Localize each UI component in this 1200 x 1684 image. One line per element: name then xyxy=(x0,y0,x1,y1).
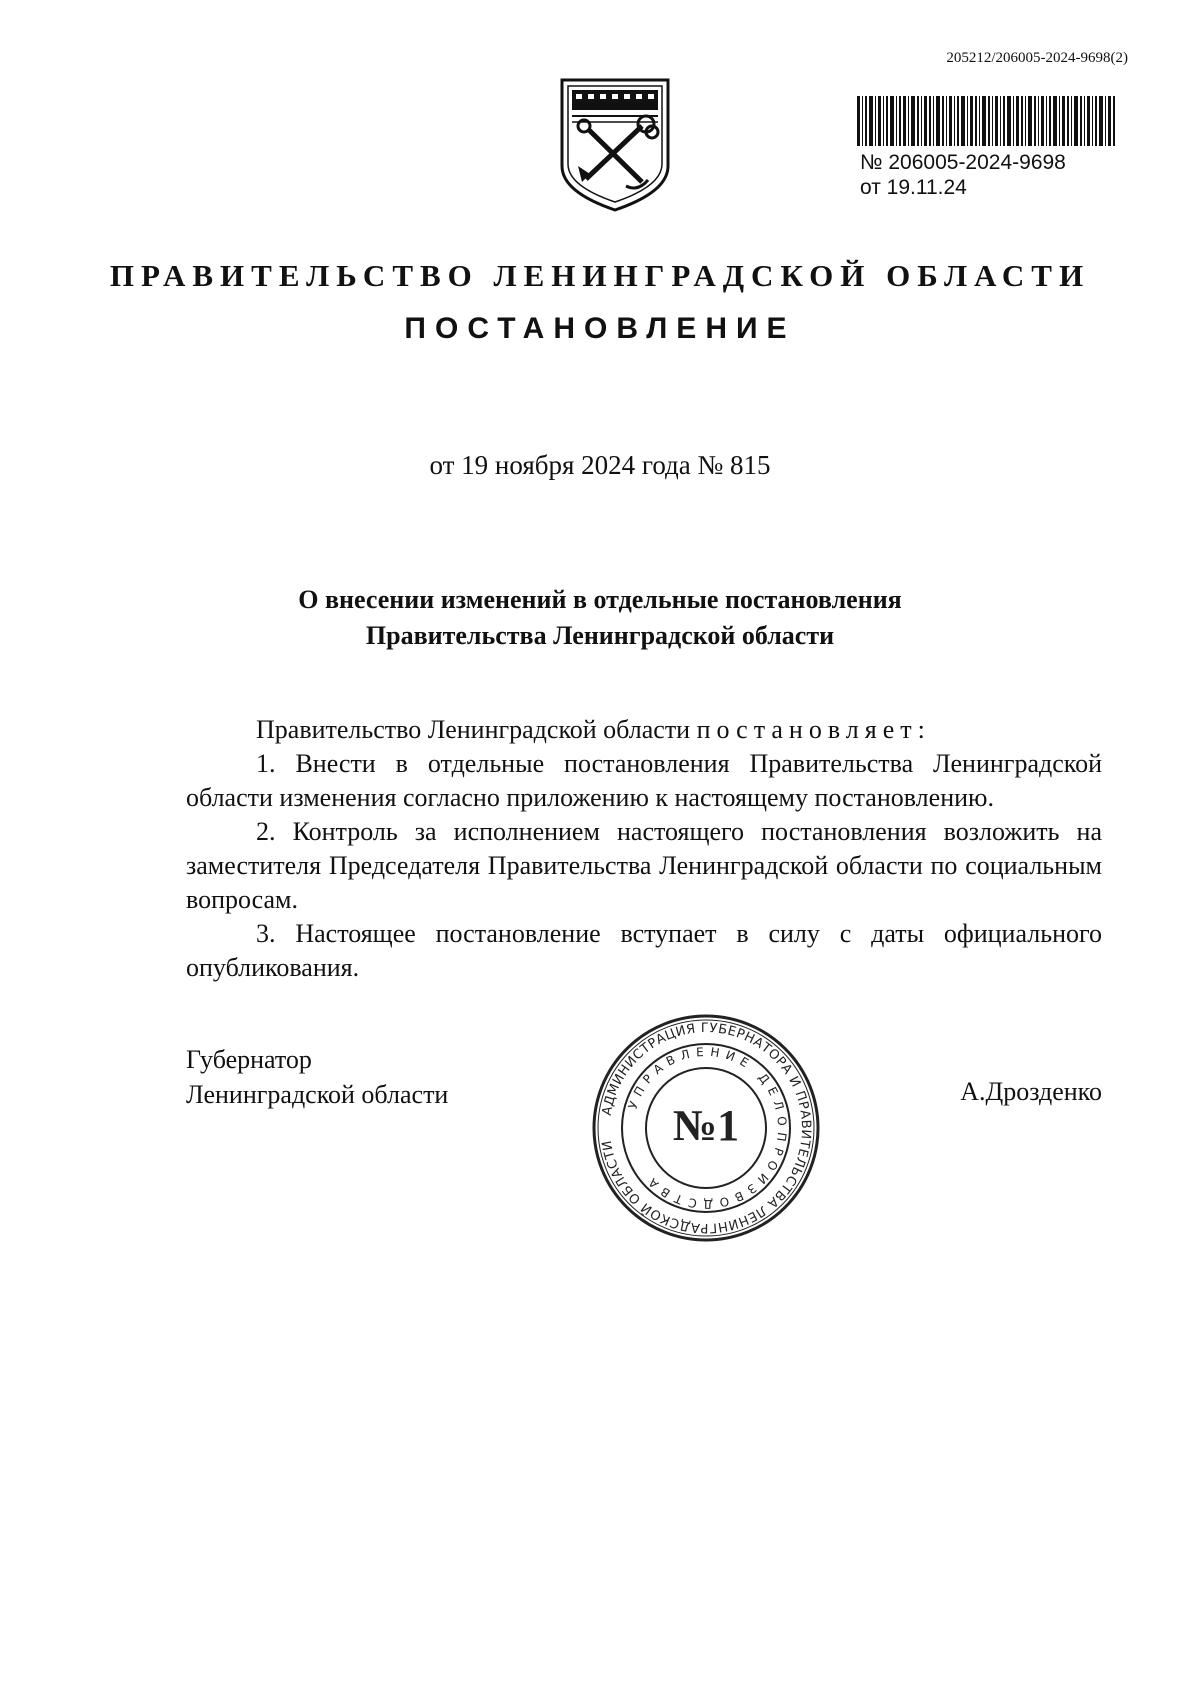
document-subject xyxy=(0,582,1200,654)
body-item-1: 1. Внести в отдельные постановления Правительства Ленинградской области изменения согласно приложению к настоящему постановлению. xyxy=(186,749,1102,812)
body-item-2: 2. Контроль за исполнением настоящего постановления возложить на заместителя Председателя Правительства Ленинградской области по социальным вопросам. xyxy=(186,817,1102,914)
stamp-inner-text: УПРАВЛЕНИЕ ДЕЛОПРОИЗВОДСТВА xyxy=(625,1044,790,1212)
signer-position-line-2: Ленинградской области xyxy=(186,1080,449,1109)
registration-date: от 19.11.24 xyxy=(860,176,967,199)
official-round-stamp-icon xyxy=(590,1012,822,1244)
body-item-3: 3. Настоящее постановление вступает в силу с даты официального опубликования. xyxy=(186,919,1102,982)
body-intro-subject: Правительство Ленинградской области xyxy=(256,715,691,744)
registration-number: № 206005-2024-9698 xyxy=(860,151,1066,174)
document-type: ПОСТАНОВЛЕНИЕ xyxy=(404,312,796,345)
stamp-outer-text: АДМИНИСТРАЦИЯ ГУБЕРНАТОРА И ПРАВИТЕЛЬСТВА ЛЕНИНГРАДСКОЙ ОБЛАСТИ xyxy=(599,1020,814,1236)
document-id: 205212/206005-2024-9698(2) xyxy=(946,50,1128,66)
stamp-center-number: №1 xyxy=(672,1101,740,1150)
subject-line-1: О внесении изменений в отдельные постановления xyxy=(298,585,902,614)
signer-name: А.Дрозденко xyxy=(960,1077,1102,1106)
signer-position-line-1: Губернатор xyxy=(186,1045,312,1074)
document-body xyxy=(186,713,1102,985)
body-intro xyxy=(186,713,1102,747)
barcode-icon xyxy=(857,96,1117,146)
subject-line-2: Правительства Ленинградской области xyxy=(365,621,835,650)
organization-title: ПРАВИТЕЛЬСТВО ЛЕНИНГРАДСКОЙ ОБЛАСТИ xyxy=(109,258,1091,293)
signer-position xyxy=(186,1042,448,1112)
document-date-number: от 19 ноября 2024 года № 815 xyxy=(429,450,771,480)
leningrad-oblast-coat-of-arms-icon xyxy=(556,74,674,214)
body-intro-action: постановляет: xyxy=(696,715,931,744)
